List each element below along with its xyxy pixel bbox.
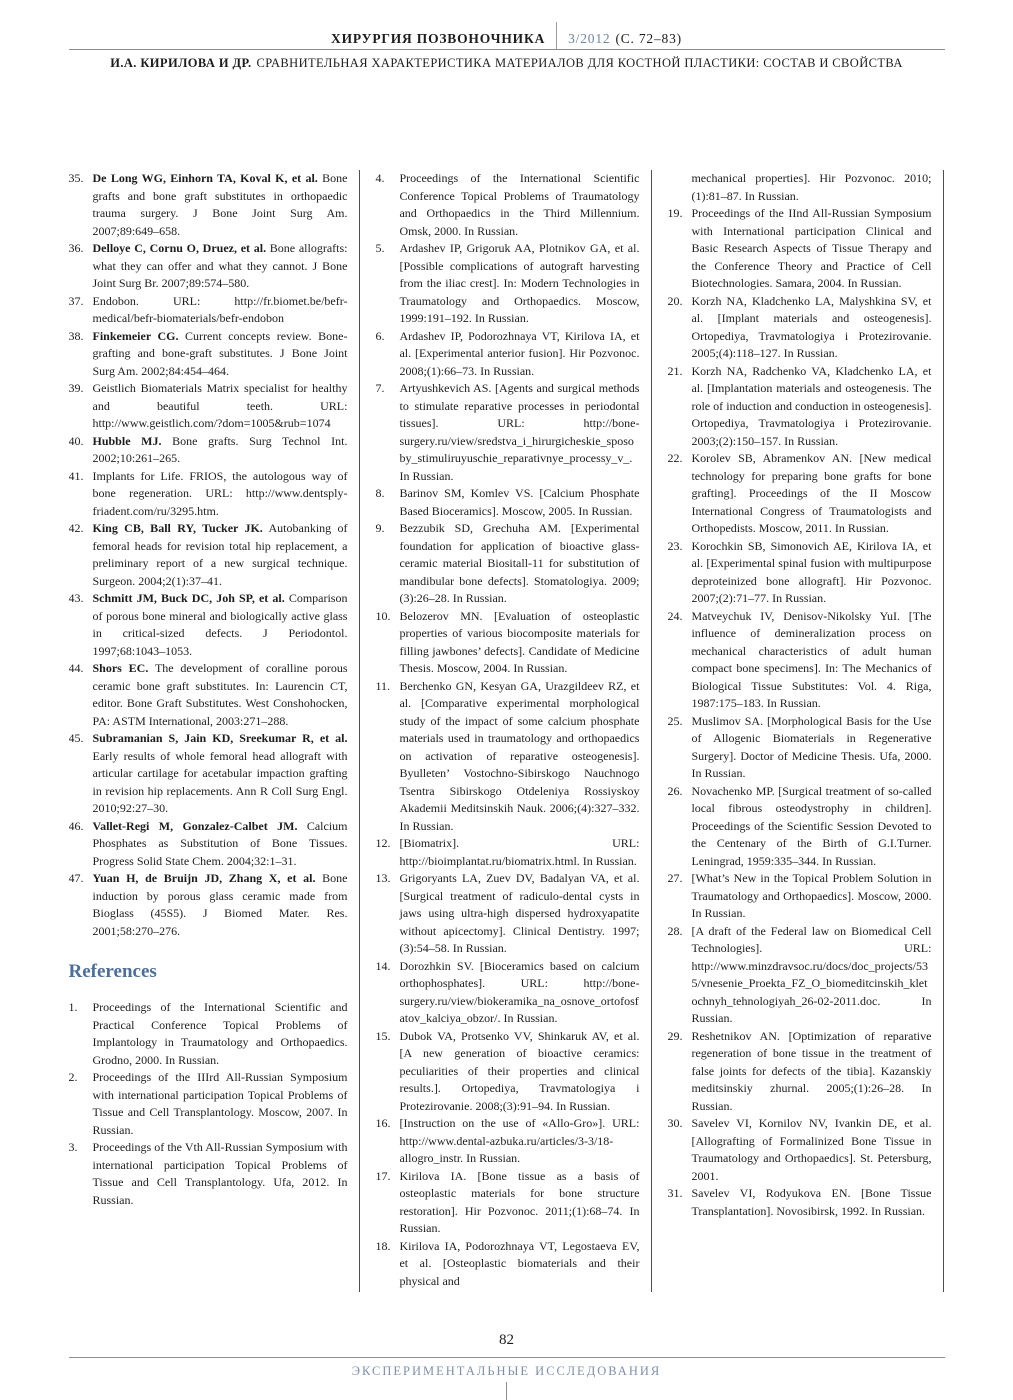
reference-item [375, 1115, 639, 1168]
reference-number: 16. [375, 1116, 391, 1131]
journal-page-range: (С. 72–83) [615, 30, 682, 46]
reference-item [667, 870, 931, 923]
reference-number: 44. [68, 661, 84, 676]
reference-number: 17. [375, 1168, 391, 1183]
reference-authors: Yuan H, de Bruijn JD, Zhang X, et al. [92, 871, 316, 886]
reference-body-text: Bone induction by porous glass ceramic made from Bioglass (45S5). J Biomed Mater. Res. 2001;58:270–276. [92, 871, 348, 938]
reference-text: Barinov SM, Komlev VS. [Calcium Phosphate Based Bioceramics]. Moscow, 2005. In Russian. [399, 486, 640, 518]
reference-item [375, 678, 639, 836]
reference-text: mechanical properties]. Hir Pozvonoc. 2010;(1):81–87. In Russian. [691, 171, 932, 203]
reference-text: Dorozhkin SV. [Bioceramics based on calcium orthophosphates]. URL: http://bone-surgery.ru/view/biokeramika_na_osnove_ortofosfatov_kalciya_obzor/. In Russian. [399, 958, 640, 1026]
section-label: ЭКСПЕРИМЕНТАЛЬНЫЕ ИССЛЕДОВАНИЯ [351, 1363, 662, 1378]
reference-text: Kirilova IA. [Bone tissue as a basis of osteoplastic materials for bone structure restoration]. Hir Pozvonoc. 2011;(1):68–74. In Russian. [399, 1168, 640, 1236]
reference-text [93, 818, 348, 871]
reference-authors: King CB, Ball RY, Tucker JK. [92, 521, 263, 536]
reference-text: Artyushkevich AS. [Agents and surgical methods to stimulate reparative processes in periodontal tissues]. URL: http://bone-surgery.ru/view/sredstva_i_hirurgicheskie_sposoby_stimuliruyuschie_reparativnye_processy_v_. In Russian. [399, 381, 640, 483]
reference-number: 21. [667, 363, 683, 378]
reference-text: Bezzubik SD, Grechuha AM. [Experimental foundation for application of bioactive glass-ceramic material Biositall-11 for substitution of mandibular bone defects]. Stomatologiya. 2009;(3):26–28. In Russian. [399, 521, 640, 606]
reference-item [375, 958, 639, 1028]
reference-item [375, 835, 639, 870]
reference-text: Muslimov SA. [Morphological Basis for the Use of Allogenic Biomaterials in Regenerative Surgery]. Doctor of Medicine Thesis. Ufa, 2000. In Russian. [691, 713, 932, 781]
reference-item [375, 485, 639, 520]
reference-item [375, 328, 639, 381]
reference-item [667, 713, 931, 783]
reference-text: Endobon. URL: http://fr.biomet.be/befr-medical/befr-biomaterials/befr-endobon [92, 293, 348, 326]
reference-body-text: Autobanking of femoral heads for revision total hip replacement, a preliminary report of a new surgical technique. Surgeon. 2004;2(1):37–41. [92, 521, 348, 588]
reference-continuation [667, 170, 931, 205]
reference-number: 1. [68, 1000, 78, 1015]
reference-item [375, 170, 639, 240]
reference-number: 27. [667, 871, 683, 886]
reference-number: 43. [68, 591, 84, 606]
article-title: СРАВНИТЕЛЬНАЯ ХАРАКТЕРИСТИКА МАТЕРИАЛОВ ДЛЯ КОСТНОЙ ПЛАСТИКИ: СОСТАВ И СВОЙСТВА [256, 56, 903, 70]
reference-authors: Vallet-Regi M, Gonzalez-Calbet JM. [92, 818, 298, 833]
reference-text: Korzh NA, Radchenko VA, Kladchenko LA, et al. [Implantation materials and osteogenesis. The role of induction and conduction in osteogenesis]. Ortopediya, Travmatologiya i Protezirovanie. 2003;(2):150–157. In Russian. [691, 363, 932, 448]
reference-item [667, 363, 931, 451]
reference-text: Savelev VI, Rodyukova EN. [Bone Tissue Transplantation]. Novosibirsk, 1992. In Russian. [691, 1186, 932, 1218]
reference-body-text: Bone allografts: what they can offer and what they cannot. J Bone Joint Surg Br. 2007;89:574–580. [92, 241, 348, 291]
reference-item [69, 590, 348, 660]
article-authors: И.А. КИРИЛОВА И ДР. [110, 56, 252, 70]
reference-number: 24. [667, 608, 683, 623]
reference-text: [What’s New in the Topical Problem Solution in Traumatology and Orthopaedics]. Moscow, 2000. In Russian. [691, 871, 932, 921]
reference-body-text: The development of coralline porous ceramic bone graft substitutes. In: Laurencin CT, editor. Bone Graft Substitutes. West Conshohocken, PA: ASTM International, 2003:271–288. [92, 661, 348, 728]
reference-body-text: Bone grafts. Surg Technol Int. 2002;10:261–265. [92, 433, 348, 466]
reference-number: 12. [375, 836, 391, 851]
reference-text [93, 730, 348, 818]
footer-center-mark [506, 1382, 507, 1400]
reference-number: 14. [375, 958, 391, 973]
references-columns [69, 170, 945, 1292]
reference-item [69, 1069, 348, 1139]
reference-item [69, 380, 348, 433]
page-number: 82 [499, 1331, 514, 1348]
reference-item [69, 520, 348, 590]
reference-item [667, 783, 931, 871]
reference-number: 40. [68, 433, 84, 448]
reference-text: Reshetnikov AN. [Optimization of reparative regeneration of bone tissue in the treatment of false joints for defects of the tibia]. Kazanskiy meditsinskiy zhurnal. 2005;(1):26–28. In Russian. [691, 1028, 932, 1113]
reference-number: 20. [667, 293, 683, 308]
reference-number: 38. [68, 328, 84, 343]
reference-item [667, 1028, 931, 1116]
reference-authors: Hubble MJ. [92, 433, 162, 448]
reference-number: 11. [375, 678, 391, 693]
reference-number: 4. [375, 171, 385, 186]
reference-number: 25. [667, 713, 683, 728]
reference-item [69, 999, 348, 1069]
reference-number: 46. [68, 818, 84, 833]
reference-item [667, 205, 931, 293]
reference-text: Savelev VI, Kornilov NV, Ivankin DE, et al. [Allografting of Formalinized Bone Tissue in Traumatology and Orthopaedics]. St. Petersburg, 2001. [691, 1116, 932, 1183]
reference-text [93, 240, 348, 293]
reference-item [69, 730, 348, 818]
footer-rule [69, 1357, 945, 1358]
reference-item [69, 170, 348, 240]
reference-item [69, 433, 348, 468]
reference-number: 23. [667, 538, 683, 553]
journal-issue: 3/2012 [568, 30, 611, 46]
reference-number: 8. [375, 486, 385, 501]
reference-authors: De Long WG, Einhorn TA, Koval K, et al. [92, 171, 318, 186]
reference-number: 42. [68, 521, 84, 536]
reference-text [93, 590, 348, 660]
reference-item [667, 293, 931, 363]
reference-number: 15. [375, 1028, 391, 1043]
reference-item [667, 608, 931, 713]
reference-text: Proceedings of the International Scientific and Practical Conference Topical Problems of Implantology in Traumatology and Orthopaedics. Grodno, 2000. In Russian. [92, 1000, 348, 1067]
reference-item [69, 240, 348, 293]
reference-text: [A draft of the Federal law on Biomedical Cell Technologies]. URL: http://www.minzdravsoc.ru/docs/doc_projects/535/vnesenie_Proekta_FZ_O_biomeditcinskih_kletochnyh_tehnologiyah_26-02-2011.doc. In Russian. [691, 923, 932, 1026]
reference-number: 26. [667, 783, 683, 798]
column-left [69, 170, 361, 1292]
reference-item [375, 380, 639, 485]
reference-text: Proceedings of the International Scientific Conference Topical Problems of Traumatology and Orthopaedics in the Third Millennium. Omsk, 2000. In Russian. [399, 171, 640, 238]
column-middle [360, 170, 652, 1292]
reference-number: 7. [375, 381, 385, 396]
reference-item [69, 328, 348, 381]
references-heading: References [68, 961, 157, 983]
references-list-russian-start [69, 999, 348, 1209]
reference-item [69, 818, 348, 871]
reference-item [69, 870, 348, 940]
page-footer [0, 1333, 1013, 1400]
reference-number: 10. [375, 608, 391, 623]
header-rule [69, 49, 945, 50]
reference-number: 31. [667, 1186, 683, 1201]
reference-number: 47. [68, 871, 84, 886]
reference-text [93, 660, 348, 730]
reference-body-text: Early results of whole femoral head allograft with articular cartilage for acetabular impaction grafting in revision hip replacements. Ann R Coll Surg Engl. 2010;92:27–30. [92, 748, 348, 816]
reference-number: 36. [68, 241, 84, 256]
reference-number: 22. [667, 451, 683, 466]
reference-number: 13. [375, 871, 391, 886]
reference-number: 37. [68, 293, 84, 308]
reference-text [93, 433, 348, 468]
reference-number: 35. [68, 171, 84, 186]
reference-text [93, 328, 348, 381]
reference-number: 9. [375, 521, 385, 536]
reference-item [667, 450, 931, 538]
reference-text: Berchenko GN, Kesyan GA, Urazgildeev RZ, et al. [Comparative experimental morphological study of the impact of some calcium phosphate materials used in traumatology and orthopaedics on activation of reparative osteogenesis]. Byulleten’ Vostochno-Sibirskogo Nauchnogo Tsentra Sibirskogo Otdeleniya Rossiyskoy Akademii Meditsinskih Nauk. 2006;(4):327–332. In Russian. [399, 678, 640, 833]
reference-item [375, 520, 639, 608]
reference-text: Matveychuk IV, Denisov-Nikolsky YuI. [The influence of demineralization process on mechanical characteristics of adult human compact bone specimens]. In: The Mechanics of Biological Tissue Substitutes: Vol. 4. Riga, 1987:175–183. In Russian. [691, 608, 932, 711]
reference-text: Implants for Life. FRIOS, the autologous way of bone regeneration. URL: http://www.dentsply-friadent.com/ru/3295.htm. [92, 468, 348, 518]
reference-authors: Delloye C, Cornu O, Druez, et al. [92, 241, 267, 256]
page-header [0, 0, 1013, 70]
reference-authors: Shors EC. [92, 661, 149, 676]
reference-text: Belozerov MN. [Evaluation of osteoplastic properties of various biocomposite materials for filling jawbones’ defects]. Candidate of Medicine Thesis. Moscow, 2004. In Russian. [399, 608, 640, 676]
reference-number: 28. [667, 923, 683, 938]
reference-item [69, 660, 348, 730]
reference-text: Dubok VA, Protsenko VV, Shinkaruk AV, et al. [A new generation of bioactive ceramics: peculiarities of their properties and clinical results.]. Ortopediya, Travmatologiya i Protezirovanie. 2008;(3):91–94. In Russian. [399, 1028, 640, 1113]
reference-number: 3. [68, 1140, 78, 1155]
reference-number: 29. [667, 1028, 683, 1043]
reference-item [667, 1115, 931, 1185]
reference-body-text: Current concepts review. Bone-grafting and bone-graft substitutes. J Bone Joint Surg Am. 2002;84:454–464. [92, 328, 348, 378]
reference-item [375, 1238, 639, 1291]
reference-item [375, 1028, 639, 1116]
reference-number: 41. [68, 468, 84, 483]
reference-item [375, 1168, 639, 1238]
reference-item [375, 608, 639, 678]
references-list-english [69, 170, 348, 940]
reference-authors: Subramanian S, Jain KD, Sreekumar R, et al. [92, 731, 348, 746]
references-list-middle [375, 170, 639, 1290]
reference-text: Novachenko MP. [Surgical treatment of so-called local fibrous osteodystrophy in children]. Proceedings of the Scientific Session Devoted to the Centenary of the Birth of G.I.Turner. Leningrad, 1959:335–344. In Russian. [691, 783, 932, 868]
reference-text: Ardashev IP, Grigoruk AA, Plotnikov GA, et al. [Possible complications of autograft harvesting from the iliac crest]. In: Modern Technologies in Traumatology and Orthopaedics. Moscow, 1999:191–192. In Russian. [399, 241, 640, 326]
reference-text: Ardashev IP, Podorozhnaya VT, Kirilova IA, et al. [Experimental anterior fusion]. Hir Pozvonoc. 2008;(1):66–73. In Russian. [399, 328, 640, 378]
reference-item [375, 870, 639, 958]
reference-number: 19. [667, 206, 683, 221]
reference-number: 6. [375, 328, 385, 343]
reference-item [69, 293, 348, 328]
reference-text: Proceedings of the Vth All-Russian Symposium with international participation Topical Problems of Tissue and Cell Transplantology. Ufa, 2012. In Russian. [92, 1140, 348, 1207]
reference-number: 39. [68, 381, 84, 396]
reference-text: Proceedings of the IInd All-Russian Symposium with International participation Clinical and Basic Research Aspects of Tissue Therapy and the Conference Theory and Practice of Cell Biotechnologies. Samara, 2004. In Russian. [691, 206, 932, 291]
reference-body-text: Comparison of porous bone mineral and biologically active glass in critical-sized defects. J Periodontol. 1997;68:1043–1053. [92, 591, 348, 658]
reference-text [93, 170, 348, 240]
reference-item [69, 1139, 348, 1209]
column-right [652, 170, 944, 1292]
reference-text [93, 870, 348, 940]
reference-number: 45. [68, 731, 84, 746]
reference-text: Kirilova IA, Podorozhnaya VT, Legostaeva EV, et al. [Osteoplastic biomaterials and their physical and [399, 1238, 640, 1288]
journal-title: ХИРУРГИЯ ПОЗВОНОЧНИКА [331, 30, 546, 46]
reference-number: 18. [375, 1238, 391, 1253]
reference-text [93, 520, 348, 590]
reference-text: [Instruction on the use of «Allo-Gro»]. URL: http://www.dental-azbuka.ru/articles/3-3/18-allogro_instr. In Russian. [399, 1116, 640, 1166]
reference-body-text: Calcium Phosphates as Substitution of Bone Tissues. Progress Solid State Chem. 2004;32:1–31. [92, 818, 348, 868]
reference-text: [Biomatrix]. URL: http://bioimplantat.ru/biomatrix.html. In Russian. [399, 836, 640, 868]
reference-text: Korochkin SB, Simonovich AE, Kirilova IA, et al. [Experimental spinal fusion with multipurpose deproteinized bone allograft]. Hir Pozvonoc. 2007;(2):71–77. In Russian. [691, 538, 932, 606]
reference-number: 5. [375, 241, 385, 256]
references-list-right [667, 170, 931, 1220]
reference-text: Korzh NA, Kladchenko LA, Malyshkina SV, et al. [Implant materials and osteogenesis]. Ortopediya, Travmatologiya i Protezirovanie. 2005;(4):118–127. In Russian. [691, 293, 932, 361]
article-header-row [0, 56, 1013, 70]
reference-number [667, 170, 691, 205]
journal-header-row [0, 22, 1013, 49]
reference-authors: Schmitt JM, Buck DC, Joh SP, et al. [92, 591, 285, 606]
reference-text: Proceedings of the IIIrd All-Russian Symposium with international participation Topical Problems of Tissue and Cell Transplantology. Moscow, 2007. In Russian. [92, 1070, 348, 1137]
reference-text: Geistlich Biomaterials Matrix specialist for healthy and beautiful teeth. URL: http://www.geistlich.com/?dom=1005&rub=1074 [92, 381, 348, 431]
reference-authors: Finkemeier CG. [92, 328, 179, 343]
reference-item [69, 468, 348, 521]
reference-body-text: Bone grafts and bone graft substitutes in orthopaedic trauma surgery. J Bone Joint Surg Am. 2007;89:649–658. [92, 171, 348, 238]
reference-text: Korolev SB, Abramenkov AN. [New medical technology for preparing bone grafts for bone grafting]. Proceedings of the II Moscow International Congress of Traumatologists and Orthopedists. Moscow, 2011. In Russian. [691, 451, 932, 536]
reference-item [667, 923, 931, 1028]
reference-number: 2. [68, 1070, 78, 1085]
reference-item [667, 538, 931, 608]
reference-item [375, 240, 639, 328]
header-vertical-divider [556, 22, 557, 49]
reference-item [667, 1185, 931, 1220]
reference-text: Grigoryants LA, Zuev DV, Badalyan VA, et al. [Surgical treatment of radiculo-dental cysts in jaws using ultra-high dispersed hydroxyapatite without apicectomy]. Clinical Dentistry. 1997;(3):54–58. In Russian. [399, 871, 640, 956]
reference-number: 30. [667, 1116, 683, 1131]
